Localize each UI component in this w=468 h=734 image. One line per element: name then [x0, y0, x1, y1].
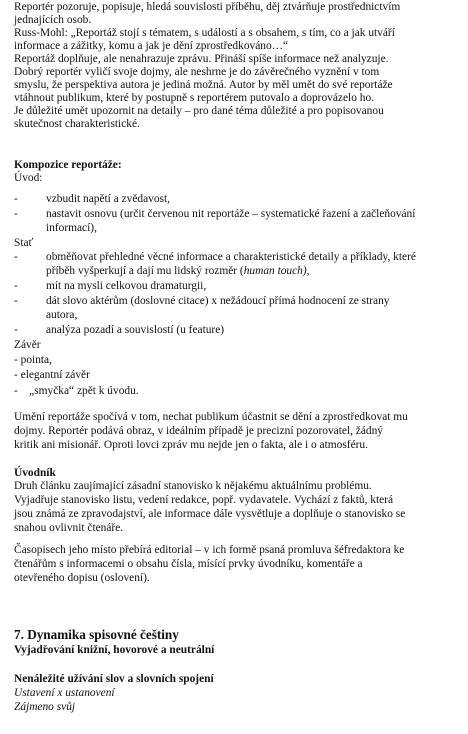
bullet-dash: - — [14, 295, 18, 307]
stat-item-italic: human touch), — [243, 265, 310, 277]
stat-item-text: příběh vyšperkují a dají mu lidský rozměr ( — [46, 265, 244, 277]
art-line: Umění reportáže spočívá v tom, nechat publikum účastnit se dění a zprostředkovat mu — [14, 411, 408, 423]
stat-item — [46, 265, 310, 279]
zaver-label: Závěr — [14, 339, 41, 351]
art-line: kritik ani misionář. Oproti lovci zpráv mu nejde jen o fakta, ale i o atmosféru. — [14, 439, 368, 451]
intro-line: Reportáž doplňuje, ale nenahrazuje zprávu. Přináší spíše informace než analyzuje. — [14, 53, 389, 65]
intro-line: Dobrý reportér vyličí svoje dojmy, ale neshrne je do závěrečného vyznění v tom — [14, 66, 380, 78]
stat-item: obměňovat přehledné věcné informace a charakteristické detaily a příklady, které — [46, 251, 416, 263]
section-subtitle: Vyjadřování knižní, hovorové a neutrální — [14, 644, 215, 656]
intro-line: Reportér pozoruje, popisuje, hledá souvislosti příběhu, děj ztvárňuje prostřednictvím — [14, 1, 401, 13]
intro-line: vtáhnout publikum, které by postupně s reportérem putovalo a doprovázelo ho. — [14, 92, 374, 104]
uvod-item: informací), — [46, 222, 97, 234]
section-title: 7. Dynamika spisovné češtiny — [14, 627, 179, 642]
intro-line: Russ-Mohl: „Reportáž stojí s tématem, s událostí a s obsahem, s tím, co a jak utváří — [14, 27, 395, 39]
uvodnik-heading: Úvodník — [14, 467, 56, 479]
uvodnik-line: Vyjadřuje stanovisko listu, vedení redakce, popř. vydavatele. Vychází z faktů, která — [14, 494, 394, 506]
example-line: Zájmeno svůj — [14, 701, 76, 713]
uvod-label: Úvod: — [14, 172, 43, 184]
zaver-item: - elegantní závěr — [14, 369, 90, 381]
intro-line: skutečnost charakteristické. — [14, 118, 140, 130]
bullet-dash: - — [14, 193, 18, 205]
bullet-dash: - — [14, 280, 18, 292]
intro-line: smyslu, že perspektiva autora je jediná možná. Autor by měl umět do své reportáže — [14, 79, 393, 91]
intro-line: jednajících osob. — [14, 14, 92, 26]
intro-line: Je důležité umět upozornit na detaily – pro dané téma důležité a pro popisovanou — [14, 105, 384, 117]
uvod-item: nastavit osnovu (určit červenou nit reportáže – systematické řazení a začleňování — [46, 208, 416, 220]
uvodnik-line: jsou známá ze zpravodajství, ale informace dále vysvětluje a doplňuje o stanovisko se — [14, 508, 406, 520]
stat-item: analýza pozadí a souvislostí (u feature) — [46, 324, 225, 336]
uvodnik-line: čtenářům s informacemi o obsahu čísla, mísící prvky úvodníku, komentáře a — [14, 558, 363, 570]
zaver-item: - „smyčka“ zpět k úvodu. — [14, 385, 139, 397]
uvodnik-line: snahou ovlivnit čtenáře. — [14, 522, 124, 534]
stat-item: dát slovo aktérům (doslovné citace) x nežádoucí přímá hodnocení ze strany — [46, 295, 390, 307]
intro-line: informace a zážitky, komu a jak je dění zprostředkováno…“ — [14, 40, 289, 52]
bullet-dash: - — [14, 251, 18, 263]
bullet-dash: - — [14, 324, 18, 336]
zaver-item: - pointa, — [14, 354, 52, 366]
art-line: dojmy. Reportér podává obraz, v ideálním případě je precizní pozorovatel, žádný — [14, 425, 383, 437]
composition-heading: Kompozice reportáže: — [14, 159, 122, 171]
bullet-dash: - — [14, 208, 18, 220]
stat-item: mít na mysli celkovou dramaturgii, — [46, 280, 207, 292]
uvod-item: vzbudit napětí a zvědavost, — [46, 193, 170, 205]
example-line: Ustavení x ustanovení — [14, 687, 115, 699]
uvodnik-line: Druh článku zaujímající zásadní stanovisko k nějakému aktuálnímu problému. — [14, 480, 372, 492]
uvodnik-line: Časopisech jeho místo přebírá editorial – v ich formě psaná promluva šéfredaktora ke — [14, 544, 405, 556]
stat-label: Stať — [14, 237, 34, 249]
stat-item: autora, — [46, 309, 78, 321]
section-subheading: Nenáležité užívání slov a slovních spojení — [14, 673, 214, 685]
uvodnik-line: otevřeného dopisu (oslovení). — [14, 572, 150, 584]
